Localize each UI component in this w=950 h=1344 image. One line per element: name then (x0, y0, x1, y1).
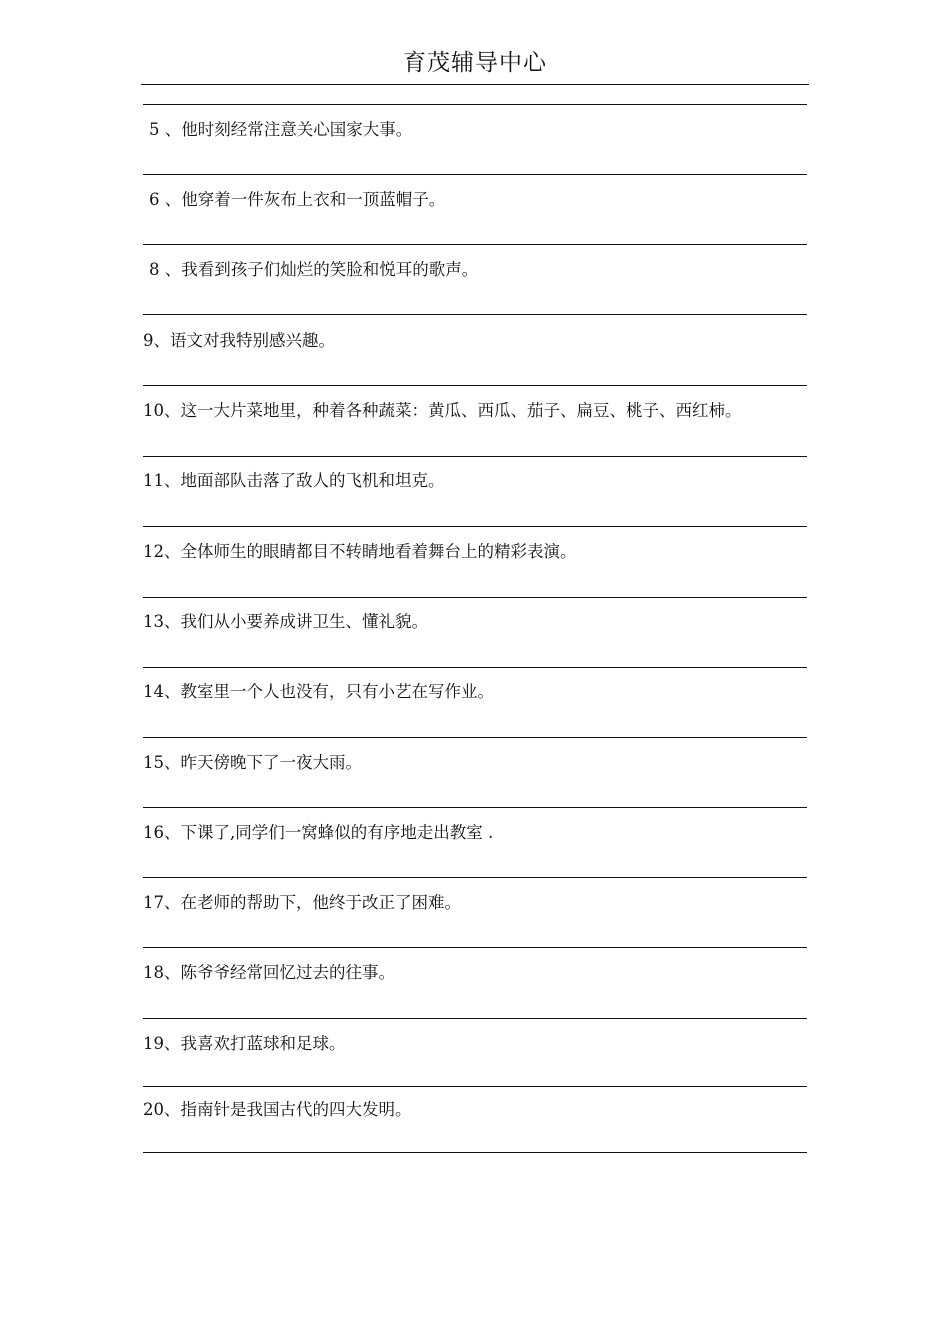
answer-line (143, 526, 807, 527)
exercise-sentence-16: 16、下课了,同学们一窝蜂似的有序地走出教室 . (143, 823, 494, 842)
exercise-sentence-9: 9、语文对我特别感兴趣。 (143, 331, 335, 350)
header-divider (141, 84, 809, 85)
exercise-sentence-8: 8 、我看到孩子们灿烂的笑脸和悦耳的歌声。 (149, 260, 479, 279)
answer-line (143, 947, 807, 948)
exercise-sentence-10: 10、这一大片菜地里，种着各种蔬菜：黄瓜、西瓜、茄子、扁豆、桃子、西红柿。 (143, 401, 742, 420)
exercise-sentence-15: 15、昨天傍晚下了一夜大雨。 (143, 753, 362, 772)
answer-line (143, 385, 807, 386)
answer-line (143, 314, 807, 315)
answer-line (143, 244, 807, 245)
exercise-sentence-19: 19、我喜欢打蓝球和足球。 (143, 1034, 346, 1053)
exercise-sentence-13: 13、我们从小要养成讲卫生、懂礼貌。 (143, 612, 428, 631)
page-title: 育茂辅导中心 (403, 50, 547, 76)
exercise-sentence-17: 17、在老师的帮助下，他终于改正了困难。 (143, 893, 461, 912)
exercise-sentence-18: 18、陈爷爷经常回忆过去的往事。 (143, 963, 395, 982)
exercise-sentence-11: 11、地面部队击落了敌人的飞机和坦克。 (143, 471, 445, 490)
exercise-sentence-20: 20、指南针是我国古代的四大发明。 (143, 1100, 412, 1119)
answer-line (143, 807, 807, 808)
answer-line (143, 877, 807, 878)
exercise-sentence-6: 6 、他穿着一件灰布上衣和一顶蓝帽子。 (149, 190, 446, 209)
answer-line (143, 174, 807, 175)
answer-line (143, 104, 807, 105)
answer-line (143, 456, 807, 457)
answer-line (143, 1152, 807, 1153)
answer-line (143, 1086, 807, 1087)
answer-line (143, 737, 807, 738)
exercise-sentence-5: 5 、他时刻经常注意关心国家大事。 (149, 120, 413, 139)
answer-line (143, 667, 807, 668)
exercise-sentence-12: 12、全体师生的眼睛都目不转睛地看着舞台上的精彩表演。 (143, 542, 577, 561)
answer-line (143, 597, 807, 598)
exercise-sentence-14: 14、教室里一个人也没有，只有小艺在写作业。 (143, 682, 494, 701)
answer-line (143, 1018, 807, 1019)
